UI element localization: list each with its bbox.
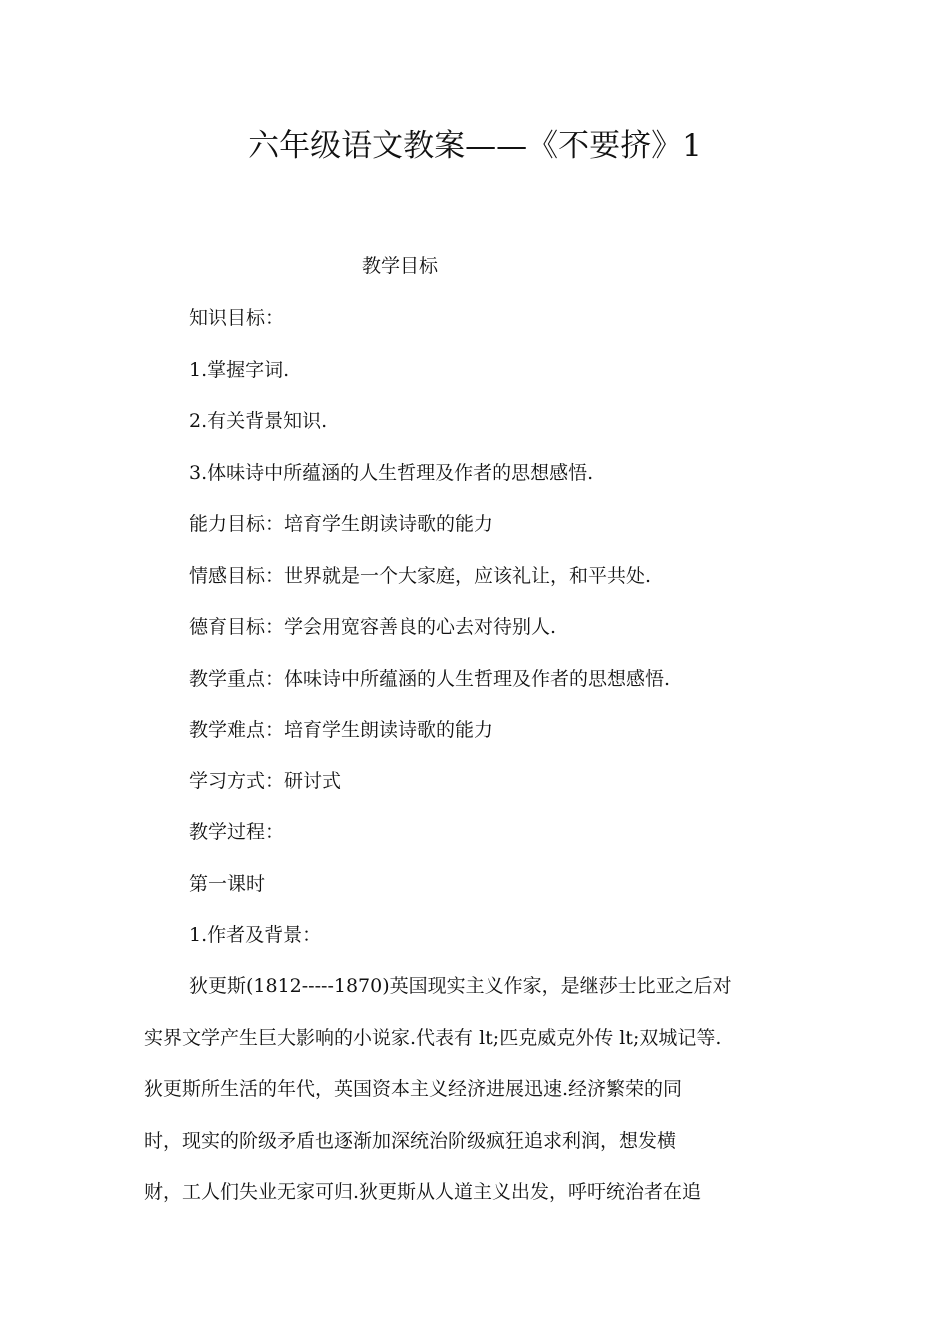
document-title: 六年级语文教案——《不要挤》1 [248, 128, 702, 164]
paragraph: 1.掌握字词. [189, 359, 290, 381]
body-text-line: 实界文学产生巨大影响的小说家.代表有 lt;匹克威克外传 lt;双城记等. [144, 1027, 722, 1049]
paragraph: 教学难点：培育学生朗读诗歌的能力 [189, 719, 494, 741]
paragraph: 第一课时 [189, 873, 266, 895]
body-text-line: 时，现实的阶级矛盾也逐渐加深统治阶级疯狂追求利润，想发横 [144, 1130, 677, 1152]
paragraph: 1.作者及背景： [189, 924, 322, 946]
paragraph: 德育目标：学会用宽容善良的心去对待别人. [189, 616, 557, 638]
body-text-line: 财，工人们失业无家可归.狄更斯从人道主义出发，呼吁统治者在追 [144, 1181, 702, 1203]
paragraph: 教学重点：体味诗中所蕴涵的人生哲理及作者的思想感悟. [189, 668, 671, 690]
paragraph: 知识目标： [189, 307, 285, 329]
paragraph: 3.体味诗中所蕴涵的人生哲理及作者的思想感悟. [189, 462, 594, 484]
paragraph: 能力目标：培育学生朗读诗歌的能力 [189, 513, 494, 535]
paragraph: 教学过程： [189, 821, 285, 843]
paragraph: 2.有关背景知识. [189, 410, 328, 432]
body-text-line: 狄更斯(1812-----1870)英国现实主义作家，是继莎士比亚之后对 [189, 975, 732, 997]
paragraph: 情感目标：世界就是一个大家庭，应该礼让，和平共处. [189, 565, 652, 587]
paragraph: 学习方式：研讨式 [189, 770, 342, 792]
body-text-line: 狄更斯所生活的年代，英国资本主义经济进展迅速.经济繁荣的同 [144, 1078, 683, 1100]
section-heading: 教学目标 [362, 255, 439, 277]
